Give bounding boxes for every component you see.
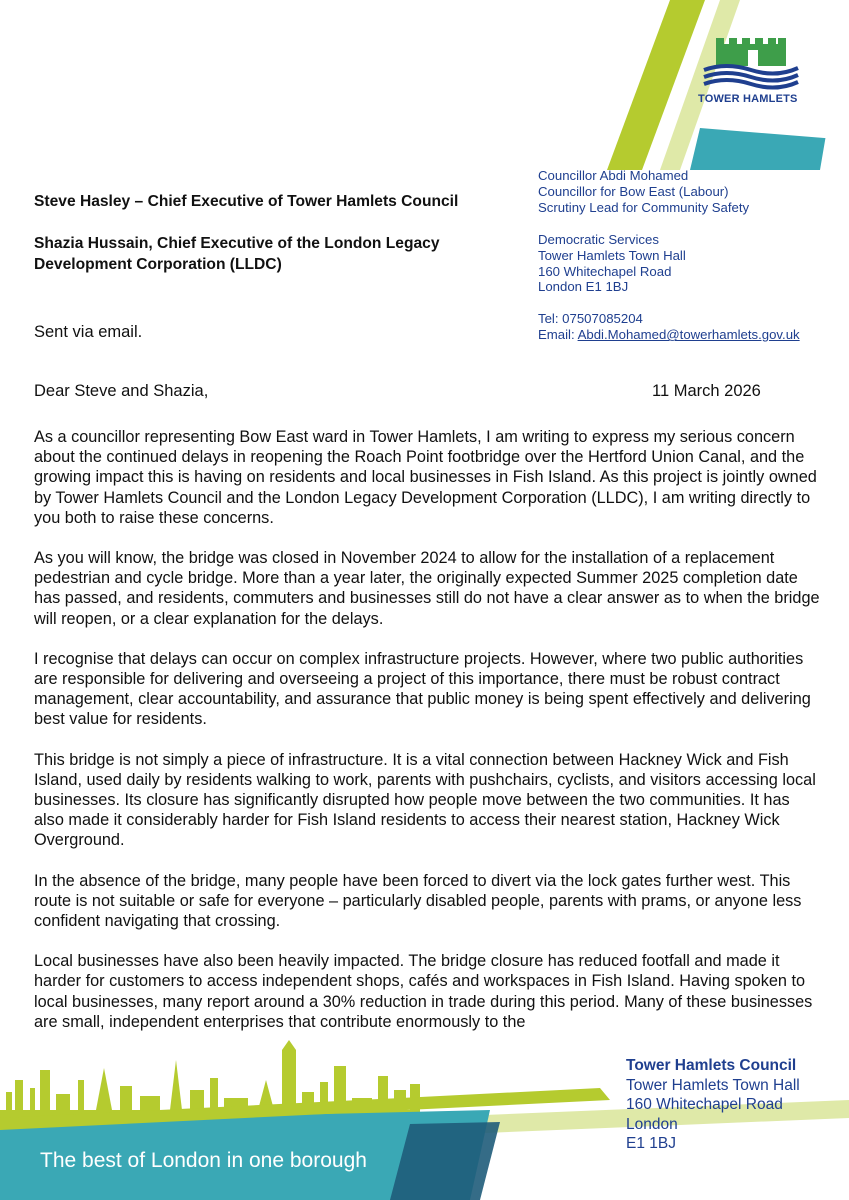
logo-text: TOWER HAMLETS	[698, 93, 798, 105]
sender-dept: Democratic Services	[538, 231, 659, 247]
paragraph: This bridge is not simply a piece of infrastructure. It is a vital connection between Hackney Wick and Fish Island, used daily by residents walking to work, parents with pushchairs, cyclists, and visitors accessing local businesses. Its closure has significantly disrupted how people move between the two communities. It has also made it considerably harder for Fish Island residents to access their nearest station, Hackney Wick Overground.	[34, 750, 816, 850]
council-street: 160 Whitechapel Road	[626, 1096, 783, 1113]
footer-tagline: The best of London in one borough	[40, 1149, 367, 1172]
paragraph: In the absence of the bridge, many people have been forced to divert via the lock gates further west. This route is not suitable or safe for everyone – particularly disabled people, parents with prams, or anyone less confident navigating that crossing.	[34, 871, 802, 931]
sender-email-label: Email:	[538, 327, 578, 343]
paragraph: I recognise that delays can occur on complex infrastructure projects. However, where two public authorities are responsible for delivering and overseeing a project of this importance, there must be robust contract management, clear accountability, and assurance that public money is being spent effectively and delivering best value for residents.	[34, 649, 811, 729]
council-name: Tower Hamlets Council	[626, 1057, 797, 1074]
sender-lead: Scrutiny Lead for Community Safety	[538, 199, 750, 215]
sender-email-line	[538, 327, 800, 343]
letter-date: 11 March 2026	[652, 382, 761, 400]
recipient-1: Steve Hasley – Chief Executive of Tower Hamlets Council	[34, 193, 459, 210]
paragraph: As a councillor representing Bow East ward in Tower Hamlets, I am writing to express my serious concern about the continued delays in reopening the Roach Point footbridge over the Hertford Union Canal, and the growing impact this is having on residents and local businesses in Fish Island. As this project is jointly owned by Tower Hamlets Council and the London Legacy Development Corporation (LLDC), I am writing directly to you both to raise these concerns.	[34, 428, 817, 527]
sender-city: London E1 1BJ	[538, 279, 629, 295]
sender-email-link[interactable]: Abdi.Mohamed@towerhamlets.gov.uk	[577, 327, 800, 343]
sender-name: Councillor Abdi Mohamed	[538, 168, 689, 183]
letter-body	[34, 427, 824, 1052]
council-address	[626, 1056, 800, 1154]
paragraph: As you will know, the bridge was closed in November 2024 to allow for the installation of a replacement pedestrian and cycle bridge. More than a year later, the originally expected Summer 2025 completion date has passed, and residents, commuters and businesses still do not have a clear answer as to when the bridge will reopen, or a clear explanation for the delays.	[34, 549, 820, 628]
sender-role: Councillor for Bow East (Labour)	[538, 183, 729, 199]
sent-via: Sent via email.	[34, 323, 143, 341]
recipient-2: Shazia Hussain, Chief Executive of the London Legacy Development Corporation (LLDC)	[34, 235, 440, 273]
paragraph: Local businesses have also been heavily impacted. The bridge closure has reduced footfall and made it harder for customers to access independent shops, cafés and workspaces in Fish Island. Having spoken to local businesses, many report around a 30% reduction in trade during this period. Many of these businesses are small, independent enterprises that contribute enormously to the	[34, 952, 813, 1031]
salutation: Dear Steve and Shazia,	[34, 382, 209, 400]
sender-tel: Tel: 07507085204	[538, 311, 643, 327]
tower-hamlets-logo-icon	[696, 36, 806, 91]
sender-street: 160 Whitechapel Road	[538, 263, 672, 279]
council-postcode: E1 1BJ	[626, 1135, 676, 1152]
council-city: London	[626, 1115, 678, 1133]
council-building: Tower Hamlets Town Hall	[626, 1076, 800, 1094]
sender-building: Tower Hamlets Town Hall	[538, 247, 686, 263]
sender-block	[538, 168, 800, 343]
